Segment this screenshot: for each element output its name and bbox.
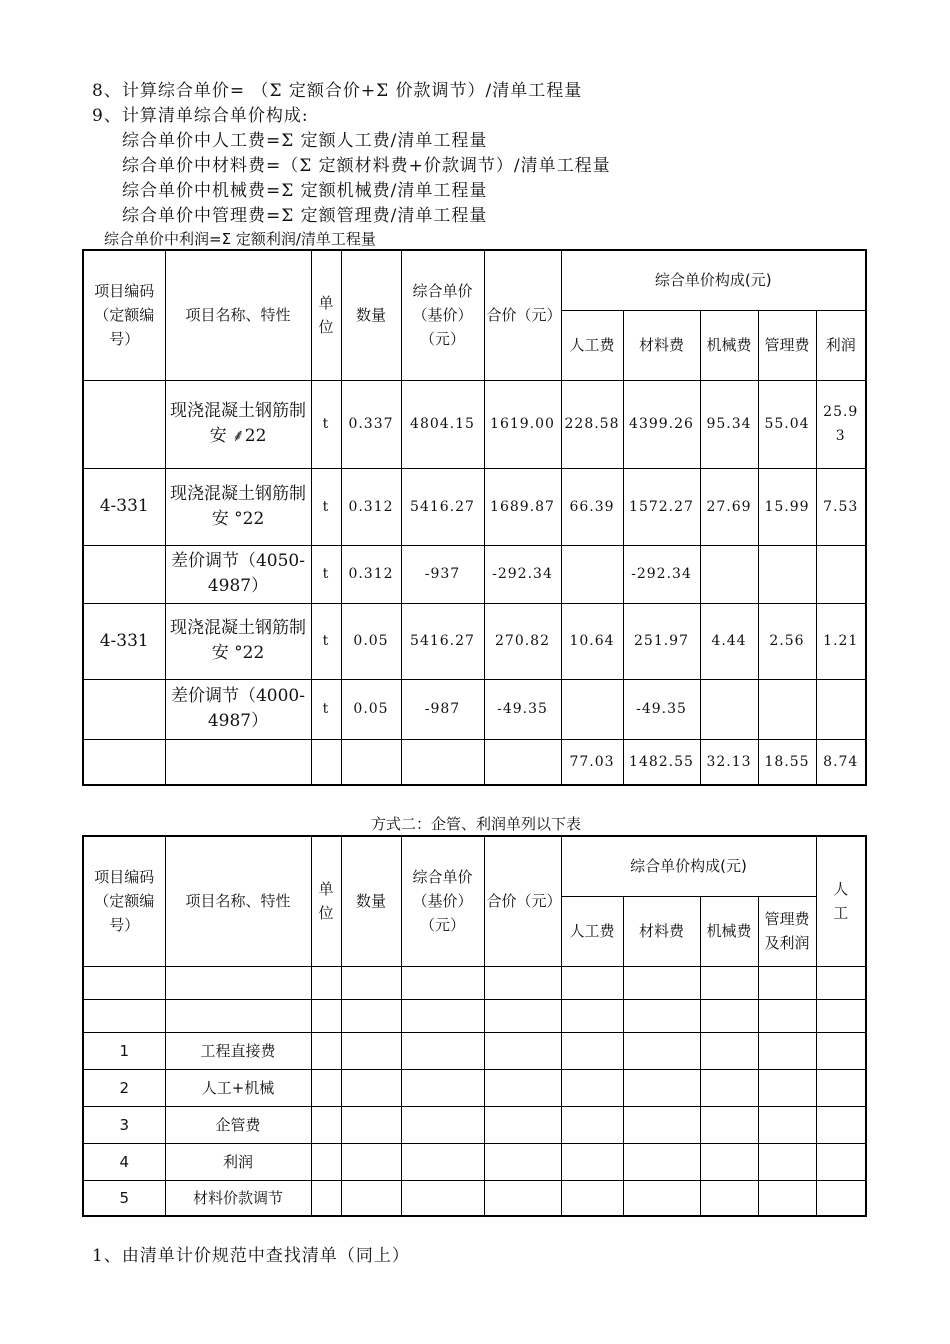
cell-management: 2.56 [758,603,816,679]
cell-profit: 7.53 [816,468,866,545]
cell-name: 现浇混凝土钢筋制安 ⸙22 [165,380,311,468]
header-total: 合价（元） [484,836,561,966]
composition-table-1 [82,249,867,786]
cell-total: -292.34 [484,545,561,603]
cell-management [758,545,816,603]
header-management: 管理费 [758,310,816,380]
cell-profit: 1.21 [816,603,866,679]
cell-qty [341,739,401,785]
table-row [83,545,866,603]
footer-line: 1、由清单计价规范中查找清单（同上） [92,1246,410,1266]
formula-labor: 综合单价中人工费=Σ 定额人工费/清单工程量 [122,131,488,151]
cell-price: 4804.15 [401,380,484,468]
header-machine: 机械费 [700,310,758,380]
cell-material: 1482.55 [623,739,700,785]
cell-name: 工程直接费 [165,1032,311,1069]
cell-unit: t [311,468,341,545]
cell-name [165,739,311,785]
header-profit: 利润 [816,310,866,380]
header-material: 材料费 [623,310,700,380]
table-row-total [83,739,866,785]
cell-total: 270.82 [484,603,561,679]
cell-price [401,739,484,785]
cell-management: 55.04 [758,380,816,468]
header-composition: 综合单价构成(元) [561,836,816,896]
header-code: 项目编码（定额编号） [83,250,165,380]
cell-unit: t [311,603,341,679]
header-material: 材料费 [623,896,700,966]
cell-labor [561,545,623,603]
cell-profit: 25.93 [816,380,866,468]
header-machine: 机械费 [700,896,758,966]
cell-price: 5416.27 [401,603,484,679]
cell-unit: t [311,380,341,468]
header-unit-price: 综合单价（基价）（元） [401,250,484,380]
cell-total [484,739,561,785]
cell-name: 现浇混凝土钢筋制安 °22 [165,468,311,545]
cell-name [165,966,311,999]
cell-profit [816,545,866,603]
cell-qty: 0.312 [341,545,401,603]
table-row [83,380,866,468]
header-extra: 人工 [816,836,866,966]
cell-name: 企管费 [165,1106,311,1143]
cell-price: -987 [401,679,484,739]
cell-machine: 27.69 [700,468,758,545]
formula-machine: 综合单价中机械费=Σ 定额机械费/清单工程量 [122,181,488,201]
header-unit: 单位 [311,836,341,966]
table-row [83,468,866,545]
formula-line-8: 8、计算综合单价= （Σ 定额合价+Σ 价款调节）/清单工程量 [92,81,583,101]
cell-unit: t [311,679,341,739]
cell-name: 材料价款调节 [165,1180,311,1216]
cell-total: 1619.00 [484,380,561,468]
cell-machine: 4.44 [700,603,758,679]
cell-code [83,679,165,739]
cell-unit: t [311,545,341,603]
cell-name: 差价调节（4050-4987） [165,545,311,603]
header-unit-price: 综合单价（基价）（元） [401,836,484,966]
method-two-caption: 方式二：企管、利润单列以下表 [371,815,582,833]
cell-profit [816,679,866,739]
composition-table-2 [82,835,867,1217]
cell-profit: 8.74 [816,739,866,785]
cell-code: 1 [83,1032,165,1069]
cell-total: -49.35 [484,679,561,739]
cell-code [83,380,165,468]
cell-qty: 0.312 [341,468,401,545]
table-row [83,966,866,999]
cell-code: 4-331 [83,468,165,545]
table-row [83,999,866,1032]
cell-material: -49.35 [623,679,700,739]
formula-management: 综合单价中管理费=Σ 定额管理费/清单工程量 [122,206,488,226]
cell-qty: 0.05 [341,603,401,679]
cell-qty: 0.05 [341,679,401,739]
cell-material: -292.34 [623,545,700,603]
cell-management [758,679,816,739]
cell-name: 差价调节（4000-4987） [165,679,311,739]
header-labor: 人工费 [561,896,623,966]
cell-material: 4399.26 [623,380,700,468]
cell-machine [700,545,758,603]
cell-labor [561,679,623,739]
table-row [83,603,866,679]
cell-code: 4 [83,1143,165,1180]
cell-name [165,999,311,1032]
cell-code: 5 [83,1180,165,1216]
cell-code [83,966,165,999]
table-row [83,679,866,739]
cell-machine: 32.13 [700,739,758,785]
cell-machine [700,679,758,739]
header-name: 项目名称、特性 [165,836,311,966]
header-mgmt-profit: 管理费及利润 [758,896,816,966]
cell-code [83,739,165,785]
cell-name: 人工+机械 [165,1069,311,1106]
cell-price: -937 [401,545,484,603]
header-labor: 人工费 [561,310,623,380]
cell-labor: 66.39 [561,468,623,545]
formula-profit: 综合单价中利润=Σ 定额利润/清单工程量 [104,230,376,248]
table-row [83,1106,866,1143]
cell-material: 251.97 [623,603,700,679]
cell-name: 现浇混凝土钢筋制安 °22 [165,603,311,679]
cell-code: 2 [83,1069,165,1106]
cell-code: 3 [83,1106,165,1143]
cell-price: 5416.27 [401,468,484,545]
header-name: 项目名称、特性 [165,250,311,380]
cell-management: 15.99 [758,468,816,545]
cell-qty: 0.337 [341,380,401,468]
cell-unit [311,739,341,785]
cell-code: 4-331 [83,603,165,679]
table-row [83,1143,866,1180]
header-total: 合价（元） [484,250,561,380]
formula-material: 综合单价中材料费=（Σ 定额材料费+价款调节）/清单工程量 [122,156,611,176]
cell-management: 18.55 [758,739,816,785]
cell-name: 利润 [165,1143,311,1180]
header-composition: 综合单价构成(元) [561,250,866,310]
header-unit: 单位 [311,250,341,380]
cell-code [83,999,165,1032]
table-row [83,1032,866,1069]
table-row [83,1069,866,1106]
header-qty: 数量 [341,836,401,966]
table-row [83,1180,866,1216]
cell-labor: 77.03 [561,739,623,785]
cell-labor: 228.58 [561,380,623,468]
formula-line-9: 9、计算清单综合单价构成: [92,106,309,126]
cell-total: 1689.87 [484,468,561,545]
cell-labor: 10.64 [561,603,623,679]
cell-material: 1572.27 [623,468,700,545]
cell-code [83,545,165,603]
header-qty: 数量 [341,250,401,380]
cell-machine: 95.34 [700,380,758,468]
header-code: 项目编码（定额编号） [83,836,165,966]
